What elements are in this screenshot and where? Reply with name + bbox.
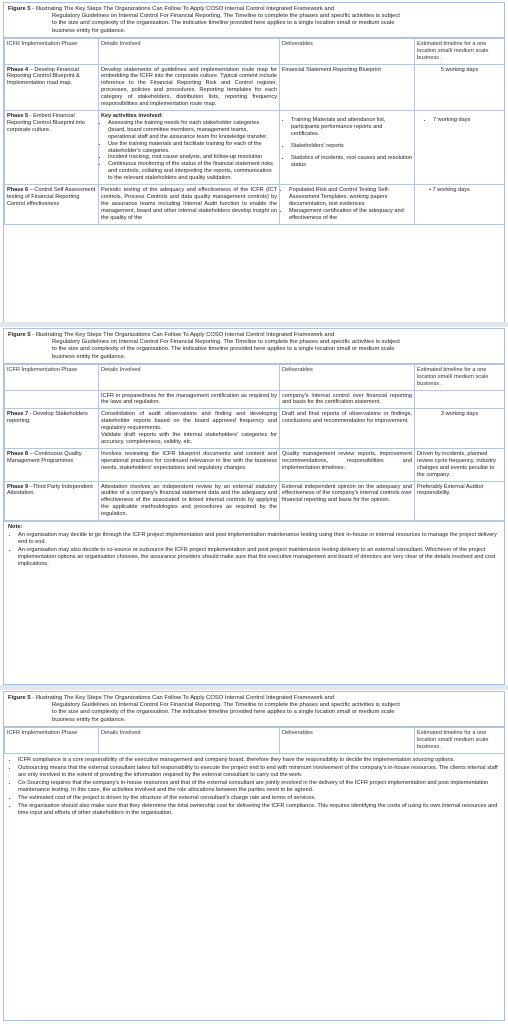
header-details: Details Involved [99,364,280,390]
figure-card-1 [3,2,505,323]
details-cell: Key activities involved: • Assessing the training needs for each stakeholder categories (board, board committee members, management teams, operational staff and the assurance team for knowledge transfer. • Use the training materials and facilitate training for each of the stakeholder's categories. • Incident tracking, root cause analysis, and follow-up resolution • Continuous monitoring of the status of the financial statement risks and controls, collating and interpreting the reports, communication to the relevant stakeholders and quality validation. [99,110,280,184]
table-row [5,390,505,409]
table-header-row [5,727,505,753]
header-details: Details Involved [99,38,280,64]
deliverables-cell: • Training Materials and attendance list, participants performance reports and certificates. • Stakeholders' reports • Statistics of incidents, root causes and resolution status [280,110,415,184]
header-deliverables: Deliverables [280,727,415,753]
table-header-row [5,364,505,390]
deliverables-cell: External independent opinion on the adequacy and effectiveness of the company's internal controls over financial reporting and basis for the opinion. [280,481,415,521]
figure-card-3 [3,691,505,1021]
deliverables-cell: company's internal control over financial reporting and basis for the certification statement. [280,390,415,409]
phase-cell: Phase 7 - Develop Stakeholders reporting. [5,409,99,449]
page-separator [0,685,508,690]
details-cell: Periodic testing of the adequacy and effectiveness of the ICFR (ICT controls, Process Controls and data quality management controls) by the assurance teams including Internal Audit function to enable the management, board and other internal stakeholders develop insight on the quality of the [99,185,280,225]
header-phase: ICFR Implementation Phase [5,38,99,64]
deliverables-cell: • Populated Risk and Control Testing Self-Assessment Templates, working papers documentation, test evidences • Management certification of the adequacy and effectiveness of the [280,185,415,225]
timeline-cell: • 7 working days [415,110,505,184]
table-row [5,409,505,449]
deliverables-cell: Draft and final reports of observations or findings, conclusions and recommendation for improvement. [280,409,415,449]
timeline-cell: 3 working days [415,409,505,449]
header-timeline: Estimated timeline for a one location small/ medium scale business . [415,727,505,753]
details-cell: Attestation involves an independent review by an external statutory auditor of a company's financial statement data and the adequacy and effectiveness of the associated or linked internal controls by applying the applicable methodologies and procedures as required by the regulation. [99,481,280,521]
table-header-row [5,38,505,64]
table-row [5,481,505,521]
header-timeline: Estimated timeline for a one location small/ medium scale business . [415,364,505,390]
notes-section: Note: • An organisation may decide to go through the ICFR project implementation and post implementation maintenance testing using their in-house or internal resources to manage the project delivery end to end. • An organisation may also decide to co-source or outsource the ICFR project implementation and post project maintenance testing delivery to an external consultant. Whichever of the project implementation options an organisation chooses, the assurance providers should make sure that the executive management and board of directors are very clear of the details involved and cost implications. [4,521,504,572]
details-cell: Consolidation of audit observations and finding and developing stakeholder reports based on the board approved frequency and regulatory requirements. Validate draft reports with the internal stakeholders' categories for accuracy, completeness, validity, etc. [99,409,280,449]
timeline-cell: • 7 working days [415,185,505,225]
phase-cell: Phase 6 – Control Self Assessment testing of Financial Reporting Control effectiveness [5,185,99,225]
timeline-cell: Preferably External Auditor responsibility. [415,481,505,521]
phase-cell: Phase 5 - Embed Financial Reporting Control Blueprint into corporate culture. [5,110,99,184]
phase-cell [5,390,99,409]
header-details: Details Involved [99,727,280,753]
figure-caption: Figure 5 - Illustrating The Key Steps The Organizations Can Follow To Apply COSO Internal Control Integrated Framework and Regulatory Guidelines on Internal Control For Financial Reporting. The Timeline to complete the phases and specific activities is subject to the size and complexity of the organisation. The indicative timeline provided here applies to a single location small or medium scale business entity for guidance. [4,3,504,38]
figure-caption: Figure 5 - Illustrating The Key Steps The Organizations Can Follow To Apply COSO Internal Control Integrated Framework and Regulatory Guidelines on Internal Control For Financial Reporting. The Timeline to complete the phases and specific activities is subject to the size and complexity of the organisation. The indicative timeline provided here applies to a single location small or medium scale business entity for guidance. [4,329,504,364]
timeline-cell: 5 working days [415,64,505,110]
phases-table [4,38,505,225]
deliverables-cell: Quality management review reports, improvement recommendations, responsibilities and implementation timelines. [280,448,415,481]
table-row [5,185,505,225]
header-timeline: Estimated timeline for a one location small/ medium scale business . [415,38,505,64]
figure-caption: Figure 5 - Illustrating The Key Steps The Organizations Can Follow To Apply COSO Internal Control Integrated Framework and Regulatory Guidelines on Internal Control For Financial Reporting. The Timeline to complete the phases and specific activities is subject to the size and complexity of the organisation. The indicative timeline provided here applies to a single location small or medium scale business entity for guidance. [4,692,504,727]
timeline-cell [415,390,505,409]
header-phase: ICFR Implementation Phase [5,727,99,753]
details-cell: Involves reviewing the ICFR blueprint documents and content and operational practices for continued relevance in line with the business needs, stakeholders' expectations and regulatory changes. [99,448,280,481]
header-deliverables: Deliverables [280,38,415,64]
phases-table [4,364,505,521]
phase-cell: Phase 9 –Third Party Independent Attestation. [5,481,99,521]
figure-card-2 [3,328,505,685]
phases-table [4,727,505,754]
table-row [5,448,505,481]
notes-section: • ICFR compliance is a core responsibility of the executive management and company board, therefore they have the responsibility to decide the implementation sourcing options. • Outsourcing means that the external consultant takes full responsibility to execute the project end to end with minimum involvement of the company's in-house resources. The clients internal staff are only involved to the extent of providing the information required by the external consultant to carry out the work. • Co-Sourcing requires that the company's in-house resources and that of the external consultant are jointly involved in the delivery of the ICFR project implementation and post implementation maintenance testing. In this case, the activities involved and the role allocations between the parties need to be agreed. • The estimated cost of the project is driven by the structure of the external consultant's charge rate and terms of services. • The organisation should also make sure that they determine the total ownership cost for delivering the ICFR compliance. This requires identifying the costs of using its own internal resources and time input and efforts of other stakeholders in the organisation. [4,754,504,821]
phase-cell: Phase 4 – Develop Financial Reporting Control Blueprint & Implementation road map. [5,64,99,110]
header-deliverables: Deliverables [280,364,415,390]
details-cell: ICFR in preparedness for the management certification as required by the laws and regulation. [99,390,280,409]
deliverables-cell: Financial Statement Reporting Blueprint [280,64,415,110]
table-row [5,64,505,110]
phase-cell: Phase 8 – Continuous Quality Management Programmes [5,448,99,481]
header-phase: ICFR Implementation Phase [5,364,99,390]
timeline-cell: Driven by incidents, planned review cycle frequency, industry changes and events peculiar to the company. [415,448,505,481]
table-row [5,110,505,184]
page-separator [0,322,508,327]
details-cell: Develop statements of guidelines and implementation route map for embedding the ICFR into the corporate culture. Typical content include reference to the Financial Reporting Risk and Control register, processes, policies and procedures. Reporting templates for each category of stakeholders, distribution lists, reporting frequency responsibilities and implementation route map. [99,64,280,110]
